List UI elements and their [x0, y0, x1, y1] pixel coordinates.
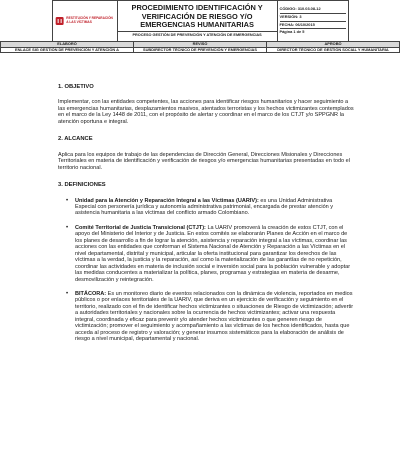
document-code: CÓDIGO: 310.03.08-12: [280, 6, 346, 14]
signature-table: [0, 41, 400, 53]
definition-term: Unidad para la Atención y Reparación Integral a las Víctimas (UARIV):: [75, 197, 259, 204]
definition-term: Comité Territorial de Justicia Transicional (CTJT):: [75, 224, 206, 231]
document-version: VERSIÓN: 3: [280, 14, 346, 22]
document-title-cell: [117, 1, 277, 42]
objective-heading: 1. OBJETIVO: [58, 84, 94, 90]
scope-heading: 2. ALCANCE: [58, 136, 93, 143]
definition-item: [58, 291, 354, 343]
approved-by-role: DIRECTOR TÉCNICO DE GESTIÓN SOCIAL Y HUMANITARIA: [267, 47, 400, 53]
bullet-icon: •: [66, 224, 69, 231]
objective-text: Implementar, con las entidades competentes, las acciones para identificar riesgos humanitarios y hacer seguimiento a las emergencias humanitarias, desplazamientos masivos, atentados terroristas y los hechos victimizantes contemplados en el marco de la Ley 1448 de 2011, con el propósito de alertar y coordinar en el marco de los CTJT y/o SPPGNR la atención oportuna e integral.: [58, 99, 354, 125]
prepared-by-header: ELABORÓ: [1, 42, 134, 48]
scope-text: Aplica para los equipos de trabajo de las dependencias de Dirección General, Direcciones Misionales y Direcciones Territoriales en materia de identificación y verificación de riesgos y/o emergencias humanitarias presentadas en todo el territorio nacional.: [58, 151, 350, 171]
definition-term: BITÁCORA:: [75, 290, 107, 297]
definition-text: Es un monitoreo diario de eventos relacionados con la dinámica de violencia, reportados en medios públicos o por enlaces territoriales de la UARIV, que deriva en un ejercicio de verificación y seguimiento en el territorio, realizado con el fin de identificar hechos victimizantes o situaciones de Riesgo de victimización; advertir a autoridades territoriales y nacionales sobre la ocurrencia de hechos victimizantes; activar una respuesta integral, coordinada y eficaz para prevenir y/o atender hechos victimizantes o que generen riesgo de victimización; promover el seguimiento y acompañamiento a las víctimas de los hechos identificados, hasta que acceda al proceso de registro y valoración; y generar insumos sistemáticos para la elaboración de análisis de riesgo a nivel municipal, departamental y nacional.: [75, 290, 354, 343]
logo-emblem-icon: [55, 14, 64, 28]
page-number: Página 1 de 5: [279, 29, 305, 35]
prepared-by-role: ENLACE SIG GESTIÓN DE PREVENCIÓN Y ATENCIÓN A: [1, 47, 134, 53]
document-body: [58, 84, 354, 351]
document-title: PROCEDIMIENTO IDENTIFICACIÓN Y VERIFICACIÓN DE RIESGO Y/O EMERGENCIAS HUMANITARIAS: [131, 3, 263, 29]
definition-text: La UARIV promoverá la creación de estos CTJT, con el apoyo del Ministerio del Interior y de Justicia. En estos comités se elaborarán Planes de Acción en el marco de los planes de desarrollo a fin de lograr la atención, asistencia y reparación integral a las víctimas, coordinar las acciones con las entidades que conforman el Sistema Nacional de Atención y Reparación a las Víctimas en el nivel departamental, distrital y municipal, articular la oferta institucional para garantizar los derechos de las víctimas a la verdad, la justicia y la reparación, así como la materialización de las garantías de no repetición, coordinar las actividades en materia de inclusión social e inversión social para la población vulnerable y adoptar las medidas conducentes a materializar la política, planes, programas y estrategias en materia de desarme, desmovilización y reintegración.: [75, 224, 351, 283]
approved-by-header: APROBÓ: [267, 42, 400, 48]
definition-item: [58, 225, 354, 283]
reviewed-by-role: SUBDIRECTOR TÉCNICO DE PREVENCIÓN Y EMERGENCIAS: [134, 47, 267, 53]
logo-text: RESTITUCIÓN Y REPARACIÓN A LAS VÍCTIMAS: [66, 16, 113, 24]
document-metadata: [277, 1, 348, 42]
document-header: [52, 0, 349, 42]
definitions-list: [58, 198, 354, 343]
institution-logo: [55, 14, 115, 28]
process-name: PROCESO GESTIÓN DE PREVENCIÓN Y ATENCIÓN DE EMERGENCIAS: [132, 33, 262, 38]
definition-item: [58, 198, 354, 217]
document-date: FECHA: 06/10/2015: [280, 22, 346, 30]
definition-text: es una Unidad Administrativa Especial con personería jurídica y autonomía administrativa patrimonial, encargada de prestar atención y asistencia humanitaria a las víctimas del conflicto armado Colombiano.: [75, 197, 334, 217]
bullet-icon: •: [66, 197, 69, 204]
definitions-heading: 3. DEFINICIONES: [58, 182, 106, 189]
reviewed-by-header: REVISÓ: [134, 42, 267, 48]
bullet-icon: •: [66, 290, 69, 297]
logo-cell: [53, 1, 118, 42]
